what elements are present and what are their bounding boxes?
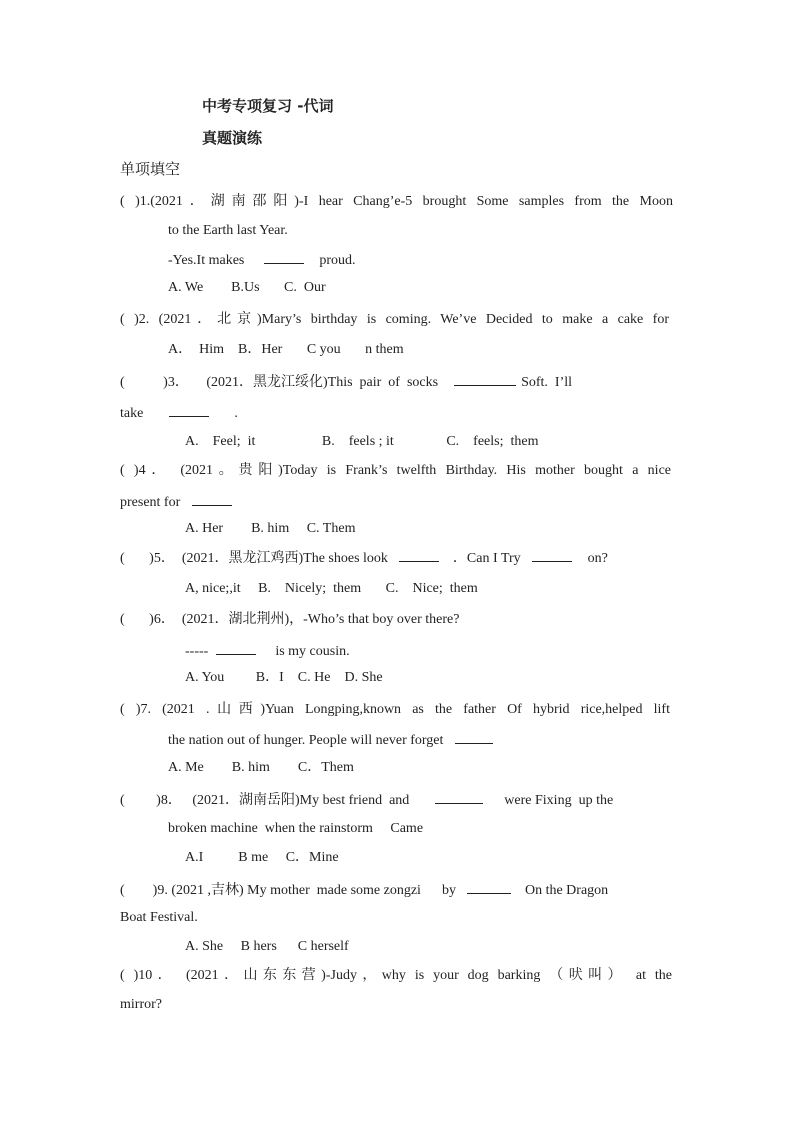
question-10-line-1: ( )10． (2021．山东东营)-Judy，why is your dog barking （吠叫） at the	[120, 968, 672, 983]
section-heading: 单项填空	[120, 160, 181, 178]
page-subtitle: 真题演练	[202, 129, 263, 147]
question-4-options: A. Her B. him C. Them	[185, 521, 356, 536]
answer-blank[interactable]	[192, 492, 232, 506]
question-3-text-post: Soft. I’ll	[521, 375, 573, 390]
question-6-text-post: is my cousin.	[275, 644, 350, 659]
answer-blank[interactable]	[435, 790, 483, 804]
question-7-text-pre: the nation out of hunger. People will never forget	[168, 733, 444, 748]
question-3-line-1	[120, 372, 673, 392]
question-4-text-pre: present for	[120, 495, 181, 510]
question-3-text-post-2: .	[234, 406, 238, 421]
question-10-line-2: mirror?	[120, 997, 162, 1012]
question-1-text-post: proud.	[319, 253, 356, 268]
question-7-options: A. Me B. him C．Them	[168, 760, 354, 775]
answer-blank[interactable]	[467, 880, 511, 894]
question-6-text-pre: -----	[185, 644, 209, 659]
question-5-text-post: on?	[587, 551, 608, 566]
question-2-options: A． Him B．Her C you n them	[168, 342, 404, 357]
answer-blank[interactable]	[169, 403, 209, 417]
question-6-options: A. You B．I C. He D. She	[185, 670, 383, 685]
question-7-line-1: ( )7. (2021 .山西)Yuan Longping,known as the father Of hybrid rice,helped lift	[120, 702, 670, 717]
question-1-line-1: ( )1.(2021．湖南邵阳)-I hear Chang’e-5 brought Some samples from the Moon	[120, 194, 673, 209]
question-8-line-1	[120, 790, 613, 810]
answer-blank[interactable]	[216, 641, 256, 655]
answer-blank[interactable]	[532, 548, 572, 562]
question-1-line-3	[168, 250, 356, 270]
question-1-line-2: to the Earth last Year.	[168, 223, 288, 238]
question-1-options: A. We B.Us C. Our	[168, 280, 326, 295]
question-9-options: A. She B hers C herself	[185, 939, 349, 954]
question-5-text-pre: ( )5． (2021．黑龙江鸡西)The shoes look	[120, 551, 388, 566]
question-3-options: A. Feel; it B. feels ; it C. feels; them	[185, 434, 539, 449]
question-8-options: A.I B me C．Mine	[185, 850, 339, 865]
question-8-text-post: were Fixing up the	[504, 793, 614, 808]
question-6-line-2	[185, 641, 350, 661]
question-7-line-2	[168, 730, 493, 750]
question-8-line-2: broken machine when the rainstorm Came	[168, 821, 424, 836]
question-4-line-1: ( )4． (2021。贵阳)Today is Frank’s twelfth Birthday. His mother bought a nice	[120, 463, 671, 478]
question-9-text-post: On the Dragon	[524, 883, 609, 898]
answer-blank[interactable]	[455, 730, 493, 744]
page-title: 中考专项复习 -代词	[202, 97, 334, 115]
question-3-text-pre-2: take	[120, 406, 144, 421]
question-9-line-2: Boat Festival.	[120, 910, 198, 925]
question-5-text-mid: ．Can I Try	[452, 551, 521, 566]
question-4-line-2	[120, 492, 232, 512]
answer-blank[interactable]	[264, 250, 304, 264]
question-1-text-pre: -Yes.It makes	[168, 253, 245, 268]
question-8-text-pre: ( )8． (2021．湖南岳阳)My best friend and	[120, 793, 410, 808]
question-5-line-1	[120, 548, 608, 568]
question-9-line-1	[120, 880, 608, 900]
answer-blank[interactable]	[454, 372, 516, 386]
question-3-text-pre: ( )3． (2021．黑龙江绥化)This pair of socks	[120, 375, 439, 390]
answer-blank[interactable]	[399, 548, 439, 562]
question-5-options: A, nice;,it B. Nicely; them C. Nice; them	[185, 581, 478, 596]
question-9-text-pre: ( )9. (2021 ,吉林) My mother made some zongzi by	[120, 883, 456, 898]
question-6-line-1: ( )6． (2021．湖北荆州)，-Who’s that boy over there?	[120, 612, 460, 627]
question-3-line-2	[120, 403, 238, 423]
question-2-line-1: ( )2. (2021．北京)Mary’s birthday is coming. We’ve Decided to make a cake for	[120, 312, 669, 327]
